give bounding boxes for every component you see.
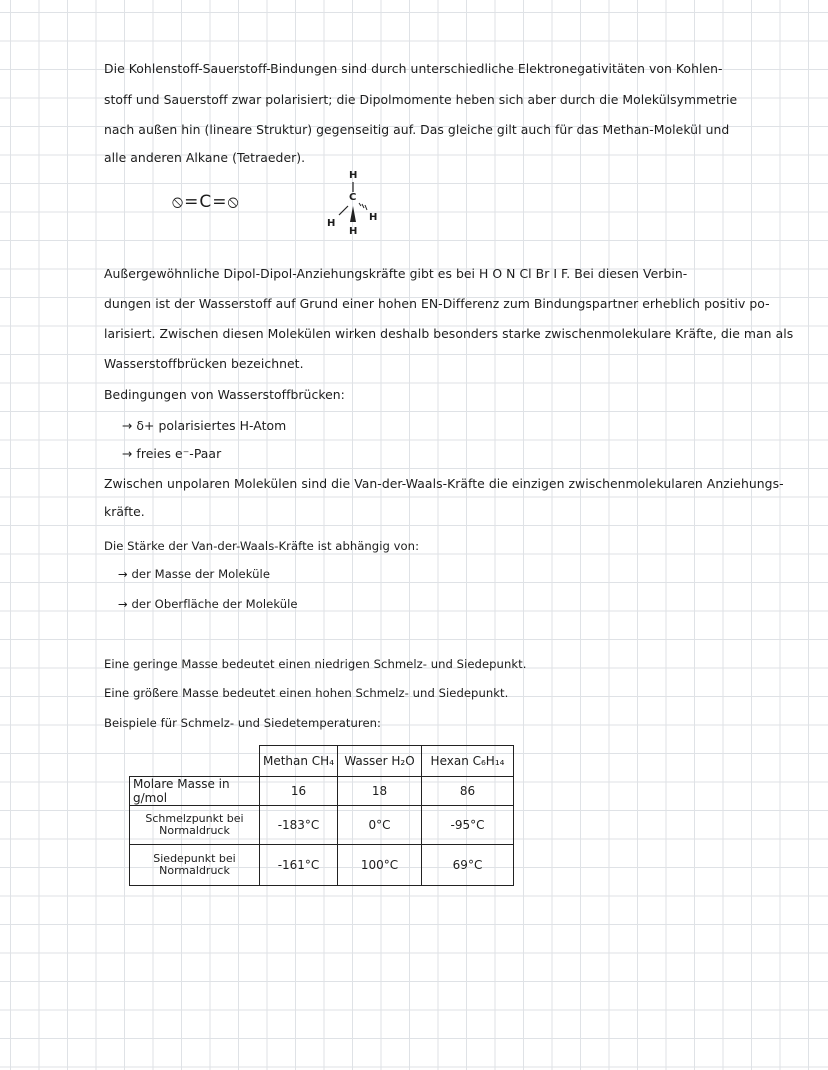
paragraph-4-line-1: Eine geringe Masse bedeutet einen niedrigen Schmelz- und Siedepunkt. [104, 657, 527, 671]
co2-structure: ⦸=C=⦸ [172, 192, 240, 212]
vdw-item-2: → der Oberfläche der Moleküle [118, 597, 298, 611]
paragraph-2-line-2: dungen ist der Wasserstoff auf Grund einer hohen EN-Differenz zum Bindungspartner erheblich positiv po- [104, 296, 770, 311]
condition-item-2: → freies e⁻-Paar [122, 446, 222, 461]
paragraph-3-line-2: kräfte. [104, 504, 145, 519]
table-row [130, 806, 514, 845]
table-header-cell: Hexan C₆H₁₄ [422, 746, 514, 777]
table-cell: 100°C [338, 845, 422, 886]
paragraph-3-line-1: Zwischen unpolaren Molekülen sind die Van-der-Waals-Kräfte die einzigen zwischenmolekularen Anziehungs- [104, 476, 784, 491]
table-header-row [130, 746, 514, 777]
methane-structure [318, 170, 388, 240]
methane-h-right: H [369, 212, 378, 223]
table-row-label: Molare Masse in g/mol [130, 777, 260, 806]
paragraph-1-line-4: alle anderen Alkane (Tetraeder). [104, 150, 306, 165]
methane-h-left: H [327, 218, 336, 229]
table-row-label-line: Normaldruck [159, 824, 230, 837]
table-corner [130, 746, 260, 777]
paragraph-2-line-3: larisiert. Zwischen diesen Molekülen wirken deshalb besonders starke zwischenmolekulare Kräfte, die man als [104, 326, 794, 341]
table-row [130, 777, 514, 806]
table-cell: -183°C [260, 806, 338, 845]
table-cell: -95°C [422, 806, 514, 845]
paragraph-1-line-1: Die Kohlenstoff-Sauerstoff-Bindungen sind durch unterschiedliche Elektronegativitäten von Kohlen- [104, 61, 723, 76]
vdw-title: Die Stärke der Van-der-Waals-Kräfte ist abhängig von: [104, 539, 420, 553]
table-row-label-line: Schmelzpunkt bei [145, 812, 244, 825]
table-row [130, 845, 514, 886]
paragraph-2-line-4: Wasserstoffbrücken bezeichnet. [104, 356, 304, 371]
paragraph-4-line-2: Eine größere Masse bedeutet einen hohen Schmelz- und Siedepunkt. [104, 686, 509, 700]
table-cell: 16 [260, 777, 338, 806]
table-header-cell: Wasser H₂O [338, 746, 422, 777]
table-row-label [130, 845, 260, 886]
table-row-label [130, 806, 260, 845]
vdw-item-1: → der Masse der Moleküle [118, 567, 271, 581]
paragraph-1-line-3: nach außen hin (lineare Struktur) gegenseitig auf. Das gleiche gilt auch für das Methan-Molekül und [104, 122, 730, 137]
table-row-label-line: Siedepunkt bei [153, 852, 236, 865]
table-row-label-line: Normaldruck [159, 864, 230, 877]
methane-c: C [349, 192, 357, 203]
paragraph-2-line-1: Außergewöhnliche Dipol-Dipol-Anziehungskräfte gibt es bei H O N Cl Br I F. Bei diesen Verbin- [104, 266, 688, 281]
condition-item-1: → δ+ polarisiertes H-Atom [122, 418, 287, 433]
methane-h-top: H [349, 170, 358, 181]
table-cell: 0°C [338, 806, 422, 845]
paragraph-4-line-3: Beispiele für Schmelz- und Siedetemperaturen: [104, 716, 381, 730]
table-cell: 18 [338, 777, 422, 806]
methane-h-bottom: H [349, 226, 358, 237]
conditions-title: Bedingungen von Wasserstoffbrücken: [104, 387, 345, 402]
table-cell: 86 [422, 777, 514, 806]
table-cell: 69°C [422, 845, 514, 886]
table-cell: -161°C [260, 845, 338, 886]
paragraph-1-line-2: stoff und Sauerstoff zwar polarisiert; die Dipolmomente heben sich aber durch die Molekülsymmetrie [104, 92, 738, 107]
table-header-cell: Methan CH₄ [260, 746, 338, 777]
temperature-table [129, 745, 514, 886]
